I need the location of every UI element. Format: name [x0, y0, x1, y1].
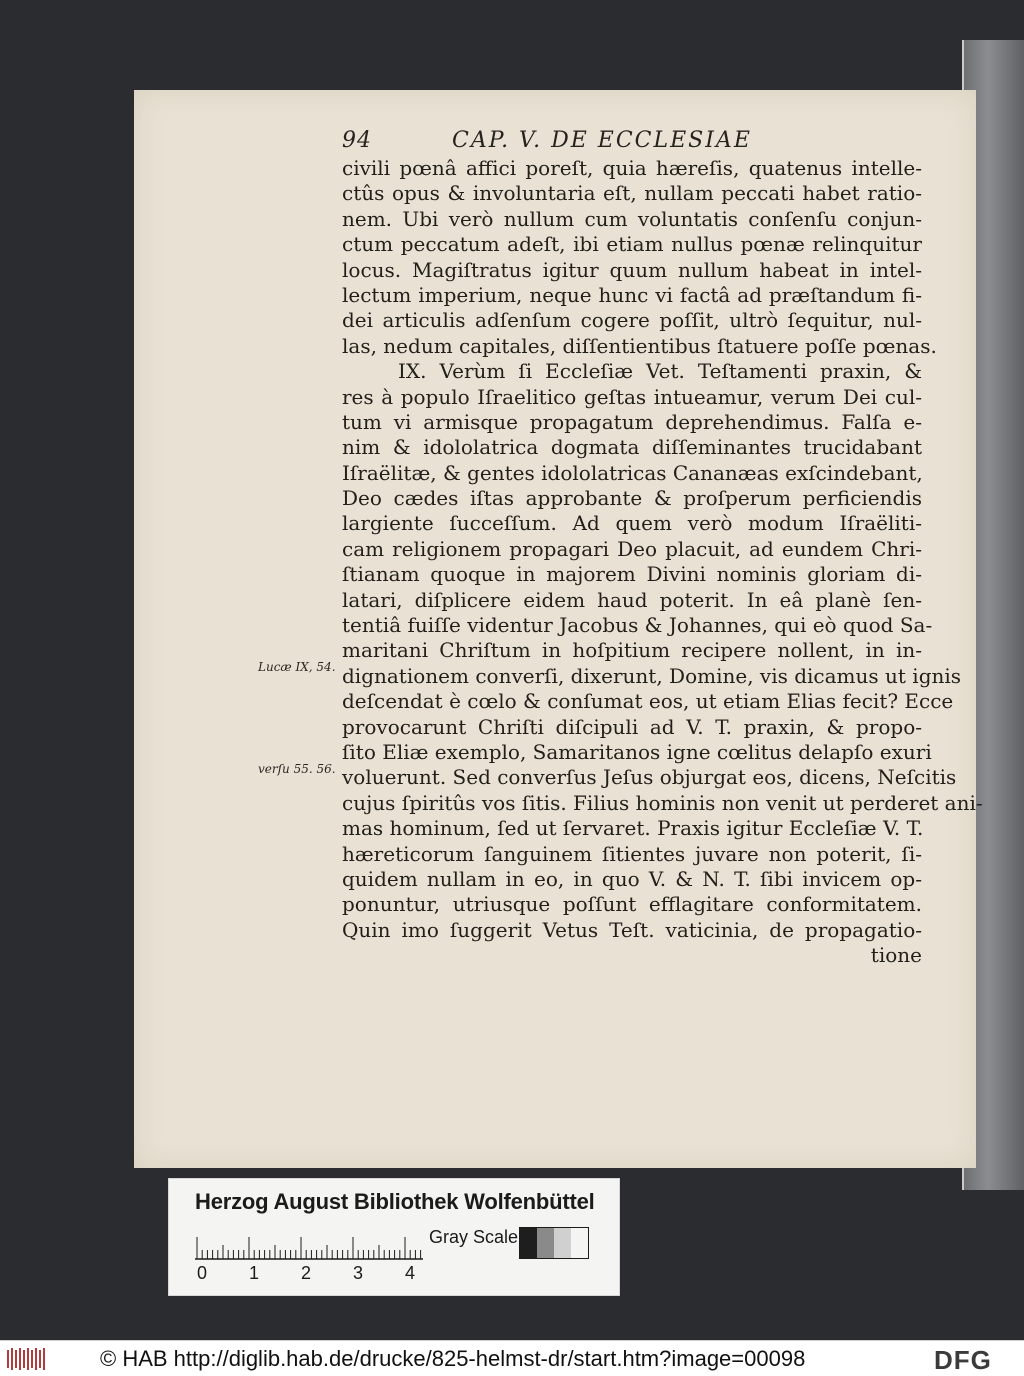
ruler-number: 4 — [405, 1263, 416, 1283]
page-body — [342, 156, 983, 969]
text-line: provocarunt Chriſti diſcipuli ad V. T. praxin, & propo- — [342, 714, 922, 739]
ruler-number: 1 — [249, 1263, 260, 1283]
text-line: maritani Chriſtum in hoſpitium recipere nollent, in in- — [342, 638, 922, 663]
dfg-logo: DFG — [934, 1345, 992, 1375]
page-number: 94 — [342, 128, 372, 153]
running-head — [342, 128, 922, 156]
text-line: nim & idololatrica dogmata diſſeminantes trucidabant — [342, 435, 922, 460]
text-line: Quin imo ſuggerit Vetus Teſt. vaticinia, de propagatio- — [342, 917, 922, 942]
text-line: civili pœnâ affici poreſt, quia hæreſis, quatenus intelle- — [342, 156, 922, 180]
swatch-white — [571, 1228, 588, 1258]
text-line: IX. Verùm ſi Eccleſiæ Vet. Teſtamenti praxin, & — [398, 359, 922, 384]
ruler-number: 0 — [197, 1263, 208, 1283]
gray-scale-swatches — [519, 1227, 589, 1259]
text-line: ſtianam quoque in majorem Divini nominis gloriam di- — [342, 562, 922, 587]
color-calibration-card — [168, 1178, 620, 1296]
text-line: Deo cædes iſtas approbante & proſperum perficiendis — [342, 486, 922, 511]
text-line: quidem nullam in eo, in quo V. & N. T. ſibi invicem op- — [342, 866, 922, 891]
footer-bar — [0, 1340, 1024, 1376]
text-line: locus. Magiſtratus igitur quum nullum habeat in intel- — [342, 257, 922, 282]
text-line: hæreticorum ſanguinem ſitientes juvare non poterit, ſi- — [342, 841, 922, 866]
text-line: las, nedum capitales, diſſentientibus ſtatuere poſſe pœnas. — [342, 333, 937, 358]
text-line: nem. Ubi verò nullum cum voluntatis conſenſu conjun- — [342, 206, 922, 231]
swatch-mid-gray — [537, 1228, 554, 1258]
margin-note: verſu 55. 56. — [258, 762, 336, 776]
text-line: latari, diſplicere eidem haud poterit. In eâ planè ſen- — [342, 587, 922, 612]
book-page — [134, 90, 983, 1168]
text-line: tum vi armisque propagatum deprehendimus. Falſa e- — [342, 409, 922, 434]
text-line: ctûs opus & involuntaria eſt, nullam peccati habet ratio- — [342, 181, 922, 206]
ruler-number: 2 — [301, 1263, 312, 1283]
text-line: cujus ſpiritûs vos ſitis. Filius hominis non venit ut perderet ani- — [342, 790, 983, 815]
text-line: ctum peccatum adeſt, ibi etiam nullus pœnæ relinquitur — [342, 232, 922, 257]
text-line: cam religionem propagari Deo placuit, ad eundem Chri- — [342, 536, 922, 561]
page-text-block — [342, 128, 983, 969]
text-line: deſcendat è cœlo & conſumat eos, ut etiam Elias fecit? Ecce — [342, 689, 954, 714]
catchword: tione — [870, 943, 922, 968]
text-line: ponuntur, utriusque poſſunt efflagitare conformitatem. — [342, 892, 922, 917]
text-line: res à populo Iſraelitico geſtas intueamur, verum Dei cul- — [342, 384, 922, 409]
card-title: Herzog August Bibliothek Wolfenbüttel — [195, 1189, 595, 1214]
text-line: tentiâ fuiſſe videntur Jacobus & Johannes, qui eò quod Sa- — [342, 613, 933, 638]
text-line: dignationem converſi, dixerunt, Domine, vis dicamus ut ignis — [342, 663, 962, 688]
copyright-url: © HAB http://diglib.hab.de/drucke/825-helmst-dr/start.htm?image=00098 — [100, 1346, 806, 1371]
gray-scale-label: Gray Scale — [429, 1227, 519, 1247]
margin-note: Lucæ IX, 54. — [258, 660, 336, 674]
text-line: lectum imperium, neque hunc vi factâ ad præſtandum fi- — [342, 282, 922, 307]
ruler-numbers — [191, 1263, 451, 1287]
text-line: ſito Eliæ exemplo, Samaritanos igne cœlitus delapſo exuri — [342, 739, 932, 764]
text-line: dei articulis adſenſum cogere poſſit, ultrò ſequitur, nul- — [342, 308, 922, 333]
hab-logo-icon — [6, 1347, 48, 1371]
text-line: largiente ſucceſſum. Ad quem verò modum Iſraëliti- — [342, 511, 922, 536]
swatch-black — [520, 1228, 537, 1258]
text-line: voluerunt. Sed converſus Jeſus objurgat eos, dicens, Neſcitis — [342, 765, 957, 790]
ruler-number: 3 — [353, 1263, 364, 1283]
running-title: CAP. V. DE ECCLESIAE — [452, 128, 752, 153]
swatch-light-gray — [554, 1228, 571, 1258]
text-line: Iſraëlitæ, & gentes idololatricas Cananæas exſcindebant, — [342, 460, 923, 485]
ruler — [195, 1231, 423, 1261]
text-line: mas hominum, ſed ut ſervaret. Praxis igitur Eccleſiæ V. T. — [342, 816, 924, 841]
